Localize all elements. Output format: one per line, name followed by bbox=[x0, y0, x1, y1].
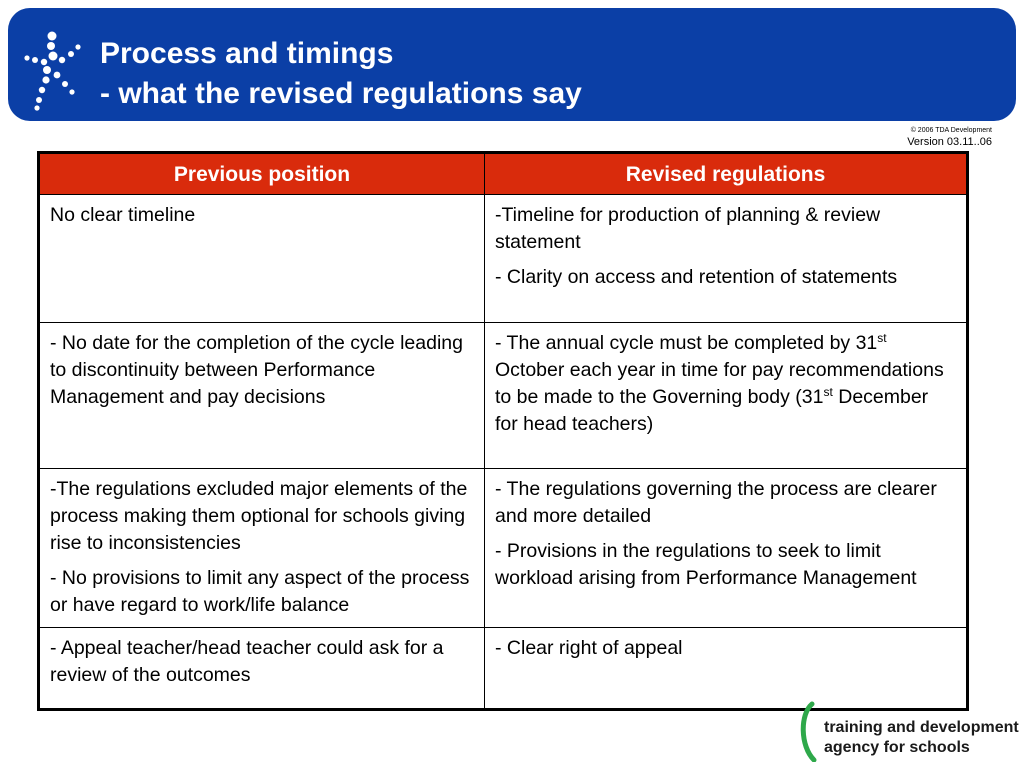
text-run: December for head teachers) bbox=[495, 386, 929, 435]
revised-cell bbox=[485, 628, 968, 710]
copyright-text: © 2006 TDA Development bbox=[910, 127, 992, 134]
title-line-2: - what the revised regulations say bbox=[100, 77, 582, 110]
tda-figure-logo-icon bbox=[22, 30, 82, 112]
agency-logo-text bbox=[824, 718, 1019, 758]
previous-cell bbox=[39, 195, 485, 323]
column-header-revised: Revised regulations bbox=[485, 153, 968, 195]
cell-text: No clear timeline bbox=[50, 204, 196, 226]
previous-cell bbox=[39, 469, 485, 628]
cell-text: - The regulations governing the process are clearer and more detailed bbox=[495, 478, 937, 527]
previous-cell bbox=[39, 628, 485, 710]
cell-text: - Provisions in the regulations to seek to limit workload arising from Performance Management bbox=[495, 540, 917, 589]
table-row bbox=[39, 323, 968, 469]
cell-text: - No provisions to limit any aspect of the process or have regard to work/life balance bbox=[50, 567, 470, 616]
ordinal-suffix: st bbox=[823, 385, 833, 399]
version-text: Version 03.11..06 bbox=[907, 136, 992, 148]
cell-text: -The regulations excluded major elements of the process making them optional for schools giving rise to inconsistencies bbox=[50, 478, 468, 554]
page-title bbox=[100, 34, 582, 114]
ordinal-suffix: st bbox=[877, 331, 887, 345]
previous-cell bbox=[39, 323, 485, 469]
cell-text: - Clear right of appeal bbox=[495, 637, 683, 659]
text-run: - The annual cycle must be completed by 31 bbox=[495, 332, 878, 354]
agency-logo-line-1: training and development bbox=[824, 719, 1019, 736]
table-row bbox=[39, 469, 968, 628]
text-run: October each year in time for pay recommendations to be made to the Governing body (31 bbox=[495, 359, 944, 408]
revised-cell bbox=[485, 195, 968, 323]
cell-text: -Timeline for production of planning & review statement bbox=[495, 204, 881, 253]
revised-cell bbox=[485, 323, 968, 469]
comparison-table bbox=[37, 151, 969, 711]
agency-logo-line-2: agency for schools bbox=[824, 739, 970, 756]
cell-text bbox=[495, 330, 956, 438]
column-header-previous: Previous position bbox=[39, 153, 485, 195]
table-header-row bbox=[39, 153, 968, 195]
cell-text: - Appeal teacher/head teacher could ask for a review of the outcomes bbox=[50, 637, 444, 686]
title-line-1: Process and timings bbox=[100, 37, 394, 70]
title-banner bbox=[8, 8, 1016, 121]
cell-text: - No date for the completion of the cycle leading to discontinuity between Performance Management and pay decisions bbox=[50, 332, 463, 408]
table-row bbox=[39, 195, 968, 323]
cell-text: - Clarity on access and retention of statements bbox=[495, 266, 898, 288]
version-info bbox=[907, 127, 992, 149]
table-row bbox=[39, 628, 968, 710]
revised-cell bbox=[485, 469, 968, 628]
